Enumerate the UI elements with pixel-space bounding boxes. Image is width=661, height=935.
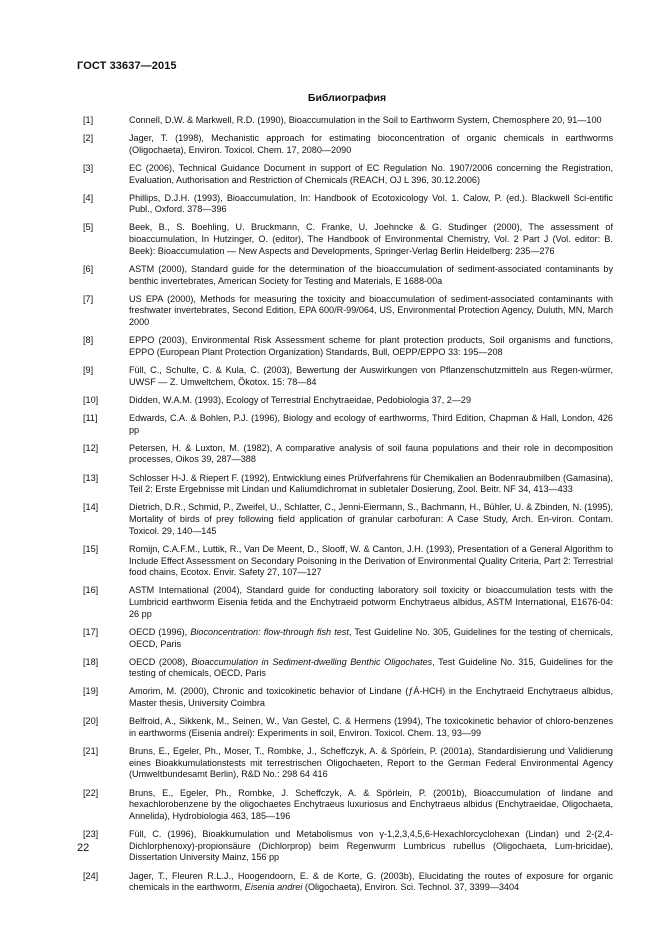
reference-entry xyxy=(83,502,613,537)
reference-entry xyxy=(83,627,613,650)
reference-segment: Beek, B., S. Boehling, U. Bruckmann, C. Franke, U. Joehncke & G. Studinger (2000), The assessment of bioaccumulation, In Hutzinger, O. (editor), The Handbook of Environmental Chemistry, Vol. 2 Part J (Vol. editor: B. Beek): Bioaccumulation — New Aspects and Developments, Springer-Verlag Berlin Heidelberg: 235—276 xyxy=(129,222,613,256)
reference-text xyxy=(129,657,613,680)
standard-code-header: ГОСТ 33637—2015 xyxy=(77,60,177,72)
bibliography-title: Библиография xyxy=(307,92,387,104)
reference-text xyxy=(129,163,613,186)
reference-entry xyxy=(83,163,613,186)
reference-text xyxy=(129,585,613,620)
reference-entry xyxy=(83,365,613,388)
reference-segment: Romijn, C.A.F.M., Luttik, R., Van De Meent, D., Slooff, W. & Canton, J.H. (1993), Presentation of a General Algorithm to Include Effect Assessment on Secondary Poisoning in the Derivation of Environmental Quality Criteria, Part 2: Terrestrial food chains, Ecotox. Envir. Safety 27, 107—127 xyxy=(129,543,613,578)
reference-segment: , Test Guideline No. 305, Guidelines for the testing of chemicals, OECD, Paris xyxy=(129,626,614,649)
reference-entry xyxy=(83,657,613,680)
reference-entry xyxy=(83,443,613,466)
reference-text xyxy=(129,395,613,407)
reference-segment: ASTM International (2004), Standard guide for conducting laboratory soil toxicity or bioaccumulation tests with the Lumbricid earthworm Eisenia fetida and the Enchytraeid potworm Enchytraeus albidus, ASTM International, E1676-04: 26 pp xyxy=(129,585,613,619)
reference-entry xyxy=(83,544,613,579)
reference-segment: Dietrich, D.R., Schmid, P., Zweifel, U., Schlatter, C., Jenni-Eiermann, S., Bachmann, H., Bühler, U. & Zbinden, N. (1995), Mortality of birds of prey following field application of granular carbofuran: A Case Study, Arch. En-viron. Contam. Toxicol. 29, 140—145 xyxy=(129,502,614,536)
reference-text xyxy=(129,222,613,257)
reference-entry xyxy=(83,788,613,823)
reference-number: [19] xyxy=(83,686,99,697)
reference-number: [17] xyxy=(83,626,99,637)
reference-entry xyxy=(83,115,613,127)
reference-text xyxy=(129,294,613,329)
reference-entry xyxy=(83,716,613,739)
reference-text xyxy=(129,829,613,864)
reference-segment: Connell, D.W. & Markwell, R.D. (1990), Bioaccumulation in the Soil to Earthworm System, Chemosphere 20, 91—100 xyxy=(129,115,602,125)
reference-text xyxy=(129,443,613,466)
page-number: 22 xyxy=(77,842,90,854)
reference-segment: Füll, C. (1996), Bioakkumulation und Metabolismus von γ-1,2,3,4,5,6-Hexachlorcyclohexan (Lindan) und 2-(2,4-Dichlorphenoxy)-propionsäure (Dichlorprop) beim Regenwurm Lumbricus rubellus (Oligochaeta, Lum-bricidae), Dissertation University Mainz, 156 pp xyxy=(129,829,613,863)
reference-segment: Bruns, E., Egeler, Ph., Moser, T., Rombke, J., Scheffczyk, A. & Spörlein, P. (2001a), Standardisierung und Validierung eines Bioakkumulationstests mit terrestrischen Oligochaeten, Report to the German Federal Environmental Agency (Umweltbundesamt Berlin), R&D No.: 298 64 416 xyxy=(129,746,613,780)
reference-text xyxy=(129,544,613,579)
reference-text xyxy=(129,788,613,823)
reference-number: [1] xyxy=(83,115,94,125)
reference-text xyxy=(129,335,613,358)
reference-number: [24] xyxy=(83,870,99,881)
reference-number: [4] xyxy=(83,192,94,203)
reference-entry xyxy=(83,294,613,329)
reference-segment: Phillips, D.J.H. (1993), Bioaccumulation, In: Handbook of Ecotoxicology Vol. 1. Calow, P. (ed.). Blackwell Sci-entific Publ., Oxford. 378—396 xyxy=(129,192,613,215)
reference-entry xyxy=(83,395,613,407)
reference-number: [5] xyxy=(83,222,94,233)
reference-italic-segment: Bioaccumulation in Sediment-dwelling Benthic Oligochates xyxy=(191,656,433,667)
reference-number: [11] xyxy=(83,412,98,423)
reference-entry xyxy=(83,413,613,436)
reference-number: [3] xyxy=(83,162,94,173)
reference-text xyxy=(129,627,613,650)
reference-text xyxy=(129,264,613,287)
reference-text xyxy=(129,686,613,709)
reference-segment: , Test Guideline No. 315, Guidelines for the testing of chemicals, OECD, Paris xyxy=(129,656,613,679)
reference-entry xyxy=(83,222,613,257)
reference-segment: Didden, W.A.M. (1993), Ecology of Terrestrial Enchytraeidae, Pedobiologia 37, 2—29 xyxy=(129,394,472,405)
reference-number: [10] xyxy=(83,394,99,405)
reference-segment: Edwards, C.A. & Bohlen, P.J. (1996), Biology and ecology of earthworms, Third Edition, Chapman & Hall, London, 426 pp xyxy=(129,412,613,435)
reference-segment: Amorim, M. (2000), Chronic and toxicokinetic behavior of Lindane (ƒÁ-HCH) in the Enchytraeid Enchytraeus albidus, Master thesis, University Coimbra xyxy=(129,686,613,709)
reference-text xyxy=(129,502,613,537)
reference-number: [6] xyxy=(83,263,94,274)
reference-text xyxy=(129,473,613,496)
reference-number: [18] xyxy=(83,656,99,667)
reference-entry xyxy=(83,871,613,894)
reference-entry xyxy=(83,829,613,864)
reference-segment: Jager, T. (1998), Mechanistic approach for estimating bioconcentration of organic chemicals in earthworms (Oligochaeta), Environ. Toxicol. Chem. 17, 2080—2090 xyxy=(129,133,613,155)
reference-text xyxy=(129,193,613,216)
reference-number: [23] xyxy=(83,829,99,840)
reference-segment: Jager, T., Fleuren R.L.J., Hoogendoorn, E. & de Korte, G. (2003b), Elucidating the routes of exposure for organic chemicals in the earthworm, xyxy=(129,870,613,893)
reference-entry xyxy=(83,335,613,358)
reference-segment: EPPO (2003), Environmental Risk Assessment scheme for plant protection products, Soil organisms and functions, EPPO (European Plant Protection Organization) Standards, Bull, OEPP/EPPO 33: 195—208 xyxy=(129,335,613,357)
reference-number: [7] xyxy=(83,293,94,304)
reference-text xyxy=(129,133,613,156)
reference-number: [21] xyxy=(83,746,99,757)
reference-segment: Petersen, H. & Luxton, M. (1982), A comparative analysis of soil fauna populations and their role in decomposition processes, Oikos 39, 287—388 xyxy=(129,442,613,465)
reference-number: [15] xyxy=(83,543,99,554)
reference-number: [20] xyxy=(83,716,99,727)
reference-segment: (Oligochaeta), Environ. Sci. Technol. 37, 3399—3404 xyxy=(302,882,520,893)
reference-text xyxy=(129,413,613,436)
reference-text xyxy=(129,746,613,781)
reference-entry xyxy=(83,746,613,781)
reference-segment: EC (2006), Technical Guidance Document in support of EC Regulation No. 1907/2006 concerning the Registration, Evaluation, Authorisation and Restriction of Chemicals (REACH, OJ L 396, 30.12.2006) xyxy=(129,162,613,185)
reference-number: [2] xyxy=(83,133,94,144)
reference-entry xyxy=(83,585,613,620)
reference-segment: Schlosser H-J. & Riepert F. (1992), Entwicklung eines Prüfverfahrens für Chemikalien an Bodenraubmilben (Gamasina), Teil 2: Erste Ergebnisse mit Lindan und Kaliumdichromat in subletaler Dosierung, Zool. Beitr. NF 34, 413—433 xyxy=(129,472,613,495)
reference-segment: US EPA (2000), Methods for measuring the toxicity and bioaccumulation of sediment-associated contaminants with freshwater invertebrates, Second Edition, EPA 600/R-99/064, US, Environmental Protection Agency, Duluth, MN, March 2000 xyxy=(129,293,613,328)
reference-segment: OECD (1996), xyxy=(129,626,191,637)
reference-number: [12] xyxy=(83,442,99,453)
reference-number: [16] xyxy=(83,585,99,596)
reference-entry xyxy=(83,264,613,287)
reference-number: [14] xyxy=(83,502,99,513)
reference-number: [8] xyxy=(83,335,94,346)
reference-text xyxy=(129,871,613,894)
reference-entry xyxy=(83,686,613,709)
reference-number: [9] xyxy=(83,365,94,376)
reference-segment: Belfroid, A., Sikkenk, M., Seinen, W., Van Gestel, C. & Hermens (1994), The toxicokinetic behavior of chloro-benzenes in earthworms (Eisenia andrei): Experiments in soil, Environ. Toxicol. Chem. 13, 93—99 xyxy=(129,716,613,738)
reference-segment: OECD (2008), xyxy=(129,656,192,667)
reference-segment: ASTM (2000), Standard guide for the determination of the bioaccumulation of sediment-associated contaminants by benthic invertebrates, American Society for Testing and Materials, E 1688-00a xyxy=(129,263,613,286)
reference-segment: Bruns, E., Egeler, Ph., Rombke, J. Scheffczyk, A. & Spörlein, P. (2001b), Bioaccumulation of lindane and hexachlorobenzene by the oligochaetes Enchytraeus luxuriosus and Enchytraeus albidus (Enchytraeidae, Oligochaeta, Annelida), Hydrobiologia 463, 185—196 xyxy=(129,787,613,821)
reference-italic-segment: Eisenia andrei xyxy=(244,882,303,893)
reference-text xyxy=(129,365,613,388)
reference-list xyxy=(83,115,613,900)
reference-entry xyxy=(83,133,613,156)
reference-text xyxy=(129,716,613,739)
reference-number: [13] xyxy=(83,472,99,483)
reference-italic-segment: Bioconcentration: flow-through fish test xyxy=(190,626,349,637)
reference-text xyxy=(129,115,613,127)
reference-number: [22] xyxy=(83,787,99,798)
reference-entry xyxy=(83,473,613,496)
reference-entry xyxy=(83,193,613,216)
reference-segment: Füll, C., Schulte, C. & Kula, C. (2003), Bewertung der Auswirkungen von Pflanzenschutzmitteln aus Regen-würmer, UWSF — Z. Umweltchem, Ökotox. 15: 78—84 xyxy=(129,365,613,387)
